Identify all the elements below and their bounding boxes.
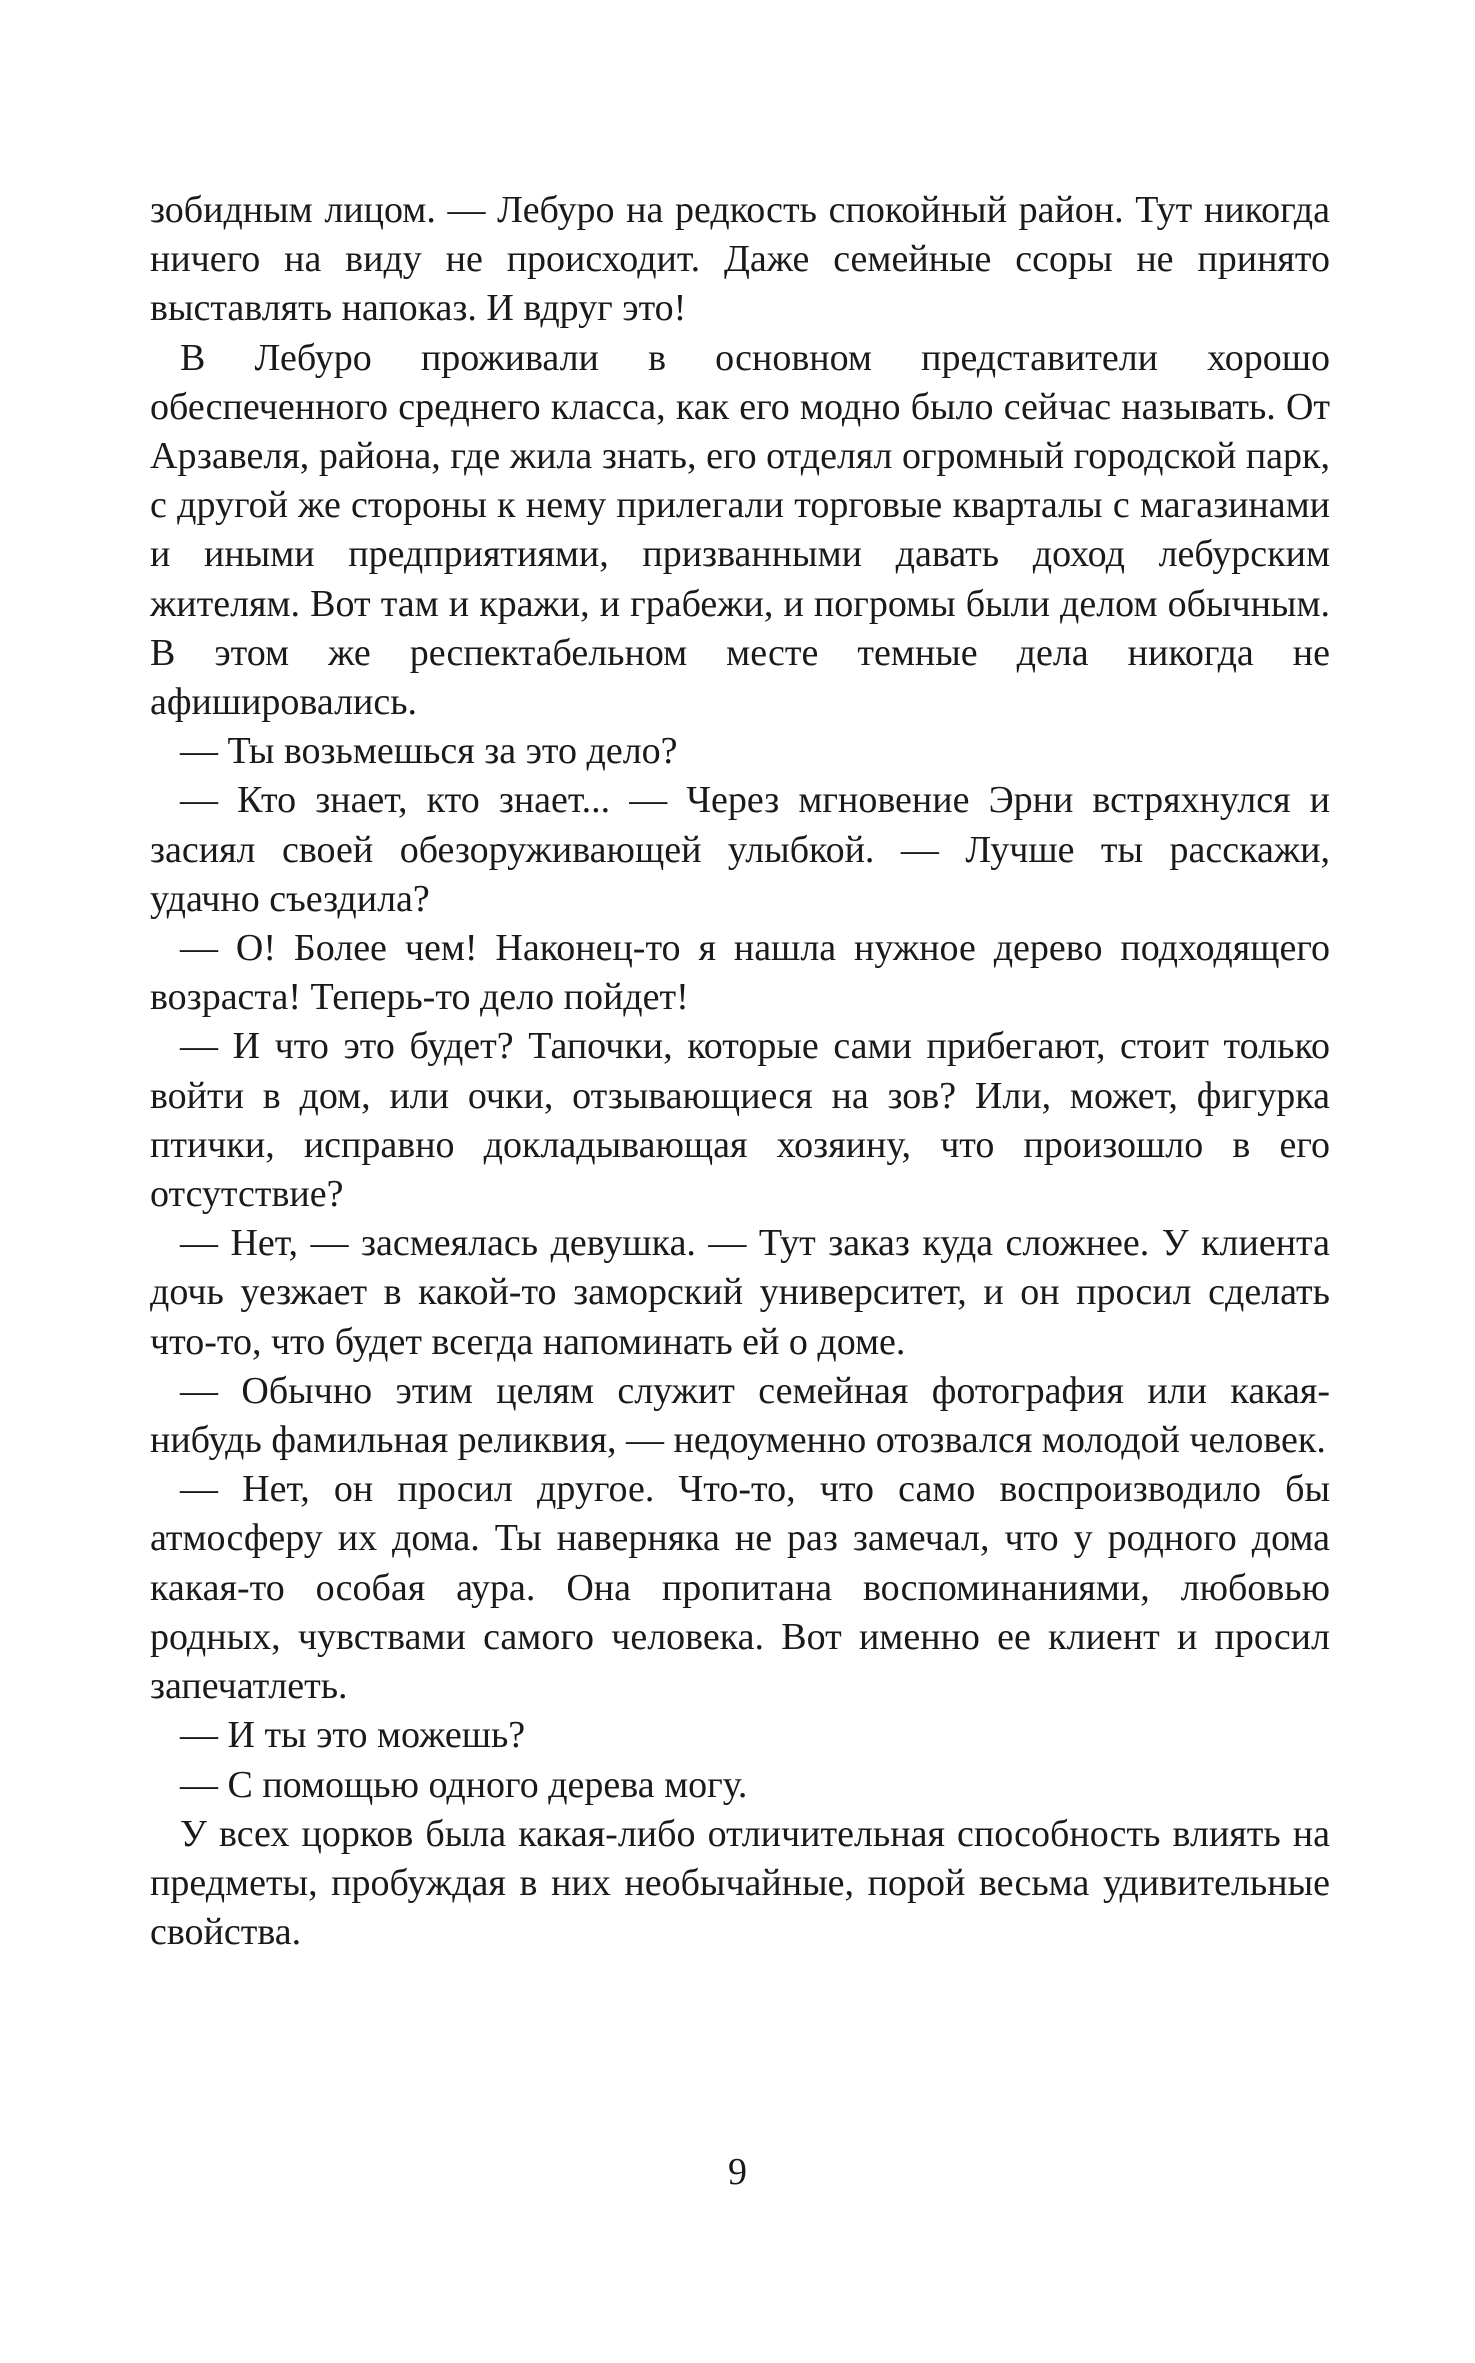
page-number: 9 bbox=[728, 2151, 747, 2193]
paragraph-3: — Ты возьмешься за это дело? bbox=[180, 730, 678, 773]
paragraph-1: зобидным лицом. — Лебуро на редкость спокойный район. Тут никогда ничего на виду не происходит. Даже семейные ссоры не принято выставлять напоказ. И вдруг это! bbox=[150, 189, 1330, 330]
paragraph-7: — Нет, — засмеялась девушка. — Тут заказ куда сложнее. У клиента дочь уезжает в какой-то заморский университет, и он просил сделать что-то, что будет всегда напоминать ей о доме. bbox=[150, 1222, 1330, 1363]
paragraph-8: — Обычно этим целям служит семейная фотография или какая-нибудь фамильная реликвия, — недоуменно отозвался молодой человек. bbox=[150, 1369, 1330, 1462]
paragraph-11: — С помощью одного дерева могу. bbox=[180, 1763, 748, 1806]
paragraph-5: — О! Более чем! Наконец-то я нашла нужное дерево подходящего возраста! Теперь-то дело пойдет! bbox=[150, 927, 1330, 1019]
body-text bbox=[150, 186, 1330, 1957]
paragraph-10: — И ты это можешь? bbox=[180, 1714, 526, 1757]
paragraph-12: У всех цорков была какая-либо отличительная способность влиять на предметы, пробуждая в них необычайные, порой весьма удивительные свойства. bbox=[150, 1812, 1330, 1954]
paragraph-4: — Кто знает, кто знает... — Через мгновение Эрни встряхнулся и засиял своей обезоруживающей улыбкой. — Лучше ты расскажи, удачно съездила? bbox=[150, 779, 1330, 920]
paragraph-2: В Лебуро проживали в основном представители хорошо обеспеченного среднего класса, как его модно было сейчас называть. От Арзавеля, района, где жила знать, его отделял огромный городской парк, с другой же стороны к нему прилегали торговые кварталы с магазинами и иными предприятиями, призванными давать доход лебурским жителям. Вот там и кражи, и грабежи, и погромы были делом обычным. В этом же респектабельном месте темные дела никогда не афишировались. bbox=[150, 336, 1330, 724]
paragraph-9: — Нет, он просил другое. Что-то, что само воспроизводило бы атмосферу их дома. Ты наверняка не раз замечал, что у родного дома какая-то особая аура. Она пропитана воспоминаниями, любовью родных, чувствами самого человека. Вот именно ее клиент и просил запечатлеть. bbox=[150, 1468, 1330, 1708]
paragraph-6: — И что это будет? Тапочки, которые сами прибегают, стоит только войти в дом, или очки, отзывающиеся на зов? Или, может, фигурка птички, исправно докладывающая хозяину, что произошло в его отсутствие? bbox=[150, 1025, 1330, 1216]
